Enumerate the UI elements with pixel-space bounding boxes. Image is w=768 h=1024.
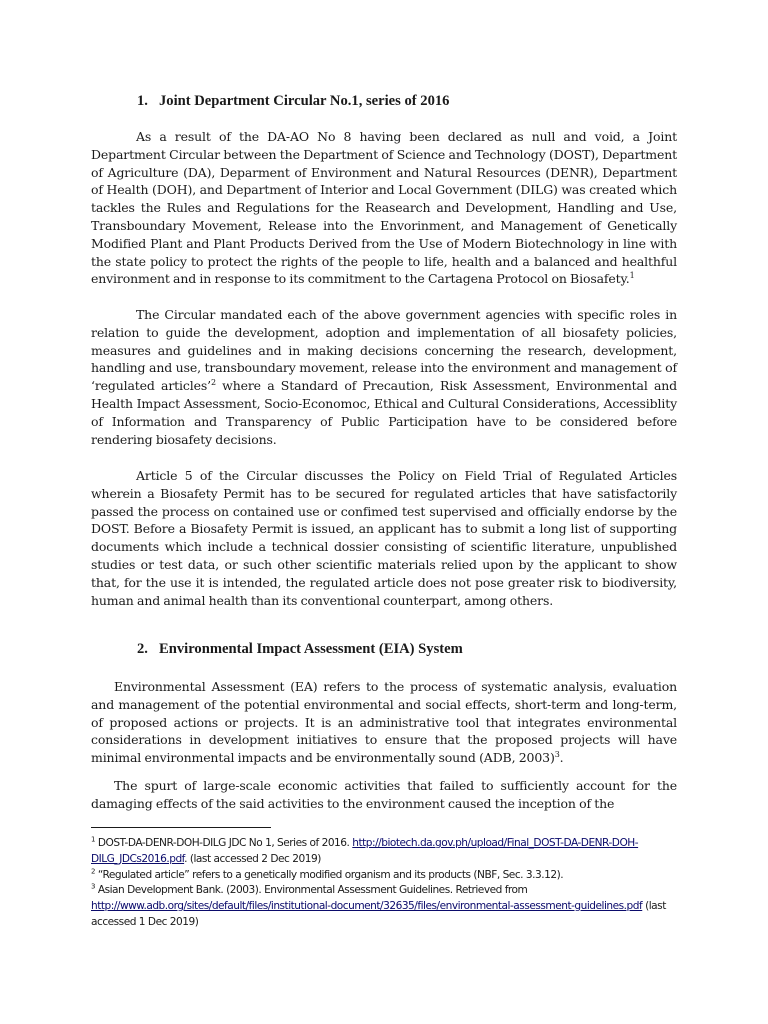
- footnote-number-2: 2: [91, 867, 95, 876]
- footnote-3-text: Asian Development Bank. (2003). Environmental Assessment Guidelines. Retrieved from: [94, 884, 528, 897]
- footnote-2: [91, 868, 686, 884]
- footnote-separator: [91, 827, 271, 828]
- footnote-ref-3[interactable]: 3: [554, 750, 560, 760]
- section-1-paragraph-2: [91, 306, 677, 448]
- section-1-title: Joint Department Circular No.1, series of 2016: [159, 93, 450, 109]
- footnote-number-1: 1: [91, 835, 95, 844]
- footnote-1-text: DOST-DA-DENR-DOH-DILG JDC No 1, Series of 2016.: [94, 837, 353, 849]
- section-1-number: 1.: [137, 93, 148, 109]
- section-1-paragraph-3: [91, 467, 677, 609]
- section-2-heading: [137, 641, 463, 658]
- section-2-title: Environmental Impact Assessment (EIA) System: [159, 641, 463, 657]
- section-1-heading: [137, 93, 449, 110]
- paragraph-end: .: [559, 750, 564, 766]
- footnote-1-after: . (last accessed 2 Dec 2019): [184, 852, 321, 865]
- paragraph-text: Article 5 of the Circular discusses the Policy on Field Trial of Regulated Articles wherein a Biosafety Permit has to be secured for regulated articles that have satisfactorily passed the process on contained use or confimed test supervised and officially endorse by the DOST. Before a Biosafety Permit is issued, an applicant has to submit a long list of supporting documents which include a technical dossier consisting of scientific literature, unpublished studies or test data, or such other scientific materials relied upon by the applicant to show that, for the use it is intended, the regulated article does not pose greater risk to biodiversity, human and animal health than its conventional counterpart, among others.: [91, 468, 677, 608]
- footnote-1: [91, 836, 686, 868]
- paragraph-text: where a Standard of Precaution, Risk Assessment, Environmental and Health Impact Assessment, Socio-Economoc, Ethical and Cultural Considerations, Accessiblity of Information and Transparency of Public Participation have to be considered before rendering biosafety decisions.: [91, 378, 677, 447]
- section-1-paragraph-1: [91, 128, 677, 288]
- footnote-3: [91, 883, 686, 930]
- footnote-ref-1[interactable]: 1: [629, 271, 635, 281]
- footnote-3-after: (last accessed 1 Dec 2019): [91, 900, 666, 928]
- section-2-number: 2.: [137, 641, 148, 657]
- footnote-ref-2[interactable]: 2: [210, 378, 216, 388]
- paragraph-text: Environmental Assessment (EA) refers to the process of systematic analysis, evaluation and management of the potential environmental and social effects, short-term and long-term, of proposed actions or projects. It is an administrative tool that integrates environmental considerations in development initiatives to ensure that the proposed projects will have minimal environmental impacts and be environmentally sound (ADB, 2003): [91, 679, 677, 766]
- paragraph-text: The Circular mandated each of the above government agencies with specific roles in relation to guide the development, adoption and implementation of all biosafety policies, measures and guidelines and in making decisions concerning the research, development, handling and use, transboundary movement, release into the environment and management of ‘regulated articles’: [91, 307, 677, 394]
- section-2-paragraph-1: [91, 678, 677, 767]
- paragraph-text: The spurt of large-scale economic activities that failed to sufficiently account for the damaging effects of the said activities to the environment caused the inception of the: [91, 778, 677, 811]
- footnote-3-link[interactable]: http://www.adb.org/sites/default/files/institutional-document/32635/files/environmental-assessment-guidelines.pdf: [91, 900, 643, 913]
- footnote-2-text: “Regulated article” refers to a genetically modified organism and its products (NBF, Sec. 3.3.12).: [94, 868, 564, 881]
- paragraph-text: As a result of the DA-AO No 8 having been declared as null and void, a Joint Department Circular between the Department of Science and Technology (DOST), Department of Agriculture (DA), Deparment of Environment and Natural Resources (DENR), Department of Health (DOH), and Department of Interior and Local Government (DILG) was created which tackles the Rules and Regulations for the Reasearch and Development, Handling and Use, Transboundary Movement, Release into the Envorinment, and Management of Genetically Modified Plant and Plant Products Derived from the Use of Modern Biotechnology in line with the state policy to protect the rights of the people to life, health and a balanced and healthful environment and in response to its commitment to the Cartagena Protocol on Biosafety.: [91, 129, 677, 287]
- footnotes: [91, 836, 686, 931]
- footnote-1-link[interactable]: http://biotech.da.gov.ph/upload/Final_DOST-DA-DENR-DOH-DILG_JDCs2016.pdf: [91, 837, 639, 865]
- section-2-paragraph-2: [91, 777, 677, 813]
- footnote-number-3: 3: [91, 882, 95, 891]
